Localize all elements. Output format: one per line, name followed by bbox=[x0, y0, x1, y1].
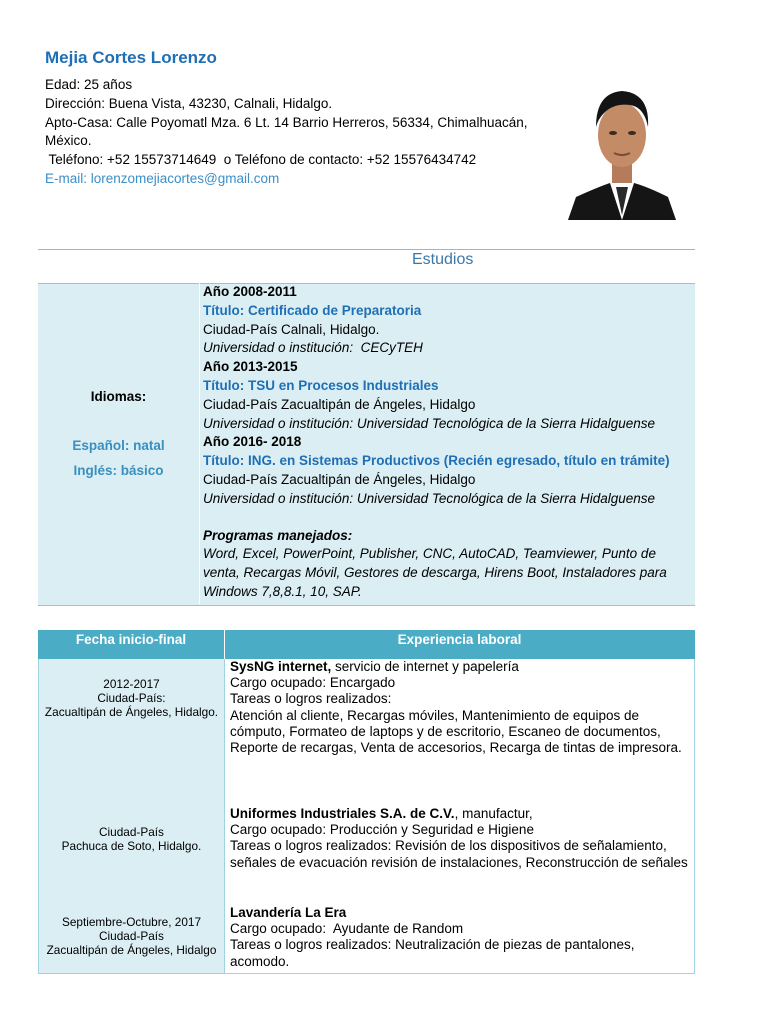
job-tasks: Atención al cliente, Recargas móviles, Mantenimiento de equipos de cómputo, Formateo de laptops y de escritorio, Escaneo de documentos, Reporte de recargas, Venta de accesorios, Recarga de tintas de impresora. bbox=[230, 707, 682, 756]
job-company-line bbox=[230, 806, 690, 822]
job-position: Cargo ocupado: Ayudante de Random bbox=[230, 921, 464, 937]
spacer bbox=[203, 509, 695, 527]
job-company-desc: servicio de internet y papelería bbox=[331, 659, 519, 674]
languages-label: Idiomas: bbox=[90, 389, 147, 404]
job-details bbox=[230, 659, 690, 756]
job-date-range: 2012-2017 bbox=[103, 677, 160, 691]
study-title: Título: TSU en Procesos Industriales bbox=[203, 377, 439, 393]
job-place-label: Ciudad-País bbox=[99, 929, 164, 943]
job-place-label: Ciudad-País: bbox=[97, 691, 166, 705]
dates-column-header: Fecha inicio-final bbox=[75, 632, 187, 647]
job-details bbox=[230, 905, 690, 970]
language-english: Inglés: básico bbox=[73, 463, 164, 478]
job-company: SysNG internet, bbox=[230, 659, 332, 674]
study-year: Año 2013-2015 bbox=[203, 359, 298, 375]
job-place: Pachuca de Soto, Hidalgo. bbox=[61, 839, 202, 853]
address-text: Dirección: Buena Vista, 43230, Calnali, Hidalgo. bbox=[45, 95, 333, 111]
study-title: Título: ING. en Sistemas Productivos (Recién egresado, título en trámite) bbox=[203, 453, 670, 469]
programs-text: Word, Excel, PowerPoint, Publisher, CNC, AutoCAD, Teamviewer, Punto de venta, Recargas Móvil, Gestores de descarga, Hirens Boot, Instaladores para Windows 7,8,8.1, 10, SAP. bbox=[203, 546, 667, 599]
contact-info bbox=[45, 76, 555, 189]
email-text[interactable]: E-mail: lorenzomejiacortes@gmail.com bbox=[45, 170, 280, 186]
programs-label: Programas manejados: bbox=[203, 527, 353, 543]
job-date-range: Septiembre-Octubre, 2017 bbox=[61, 915, 202, 929]
job-company-line bbox=[230, 659, 690, 675]
job-tasks: Tareas o logros realizados: Revisión de los dispositivos de señalamiento, señales de evacuación revisión de instalaciones, Reconstrucción de señales bbox=[230, 838, 688, 870]
job-tasks-label: Tareas o logros realizados: bbox=[230, 691, 392, 707]
experience-column-header: Experiencia laboral bbox=[397, 632, 522, 647]
job-place-label: Ciudad-País bbox=[99, 825, 164, 839]
study-city: Ciudad-País Zacualtipán de Ángeles, Hidalgo bbox=[203, 396, 476, 412]
job-company: Uniformes Industriales S.A. de C.V. bbox=[230, 806, 455, 821]
candidate-name: Mejia Cortes Lorenzo bbox=[45, 48, 217, 67]
job-dates bbox=[39, 677, 224, 719]
job-company-desc: , manufactur, bbox=[454, 806, 533, 821]
job-company: Lavandería La Era bbox=[230, 905, 347, 920]
studies-list bbox=[203, 283, 695, 602]
job-details bbox=[230, 806, 690, 871]
job-tasks: Tareas o logros realizados: Neutralización de piezas de pantalones, acomodo. bbox=[230, 937, 635, 969]
study-institution: Universidad o institución: Universidad Tecnológica de la Sierra Hidalguense bbox=[203, 490, 656, 506]
study-title: Título: Certificado de Preparatoria bbox=[203, 302, 422, 318]
study-year: Año 2008-2011 bbox=[203, 284, 297, 299]
job-place: Zacualtipán de Ángeles, Hidalgo bbox=[46, 943, 217, 957]
study-city: Ciudad-País Zacualtipán de Ángeles, Hidalgo bbox=[203, 471, 476, 487]
age-text: Edad: 25 años bbox=[45, 77, 133, 92]
job-position: Cargo ocupado: Encargado bbox=[230, 675, 396, 691]
language-spanish: Español: natal bbox=[72, 438, 165, 453]
job-dates bbox=[39, 825, 224, 853]
studies-column-divider bbox=[199, 283, 200, 604]
study-year: Año 2016- 2018 bbox=[203, 434, 302, 450]
study-city: Ciudad-País Calnali, Hidalgo. bbox=[203, 321, 380, 337]
experience-column-divider bbox=[224, 659, 225, 973]
profile-photo bbox=[568, 75, 676, 220]
job-position: Cargo ocupado: Producción y Seguridad e Higiene bbox=[230, 822, 534, 838]
section-divider bbox=[38, 249, 695, 250]
phone-text: Teléfono: +52 15573714649 o Teléfono de contacto: +52 15576434742 bbox=[45, 152, 477, 168]
studies-heading: Estudios bbox=[412, 251, 474, 268]
job-dates bbox=[39, 915, 224, 957]
study-institution: Universidad o institución: Universidad Tecnológica de la Sierra Hidalguense bbox=[203, 415, 656, 431]
job-place: Zacualtipán de Ángeles, Hidalgo. bbox=[44, 705, 219, 719]
apto-text: Apto-Casa: Calle Poyomatl Mza. 6 Lt. 14 Barrio Herreros, 56334, Chimalhuacán, México. bbox=[45, 114, 528, 149]
study-institution: Universidad o institución: CECyTEH bbox=[203, 340, 423, 356]
